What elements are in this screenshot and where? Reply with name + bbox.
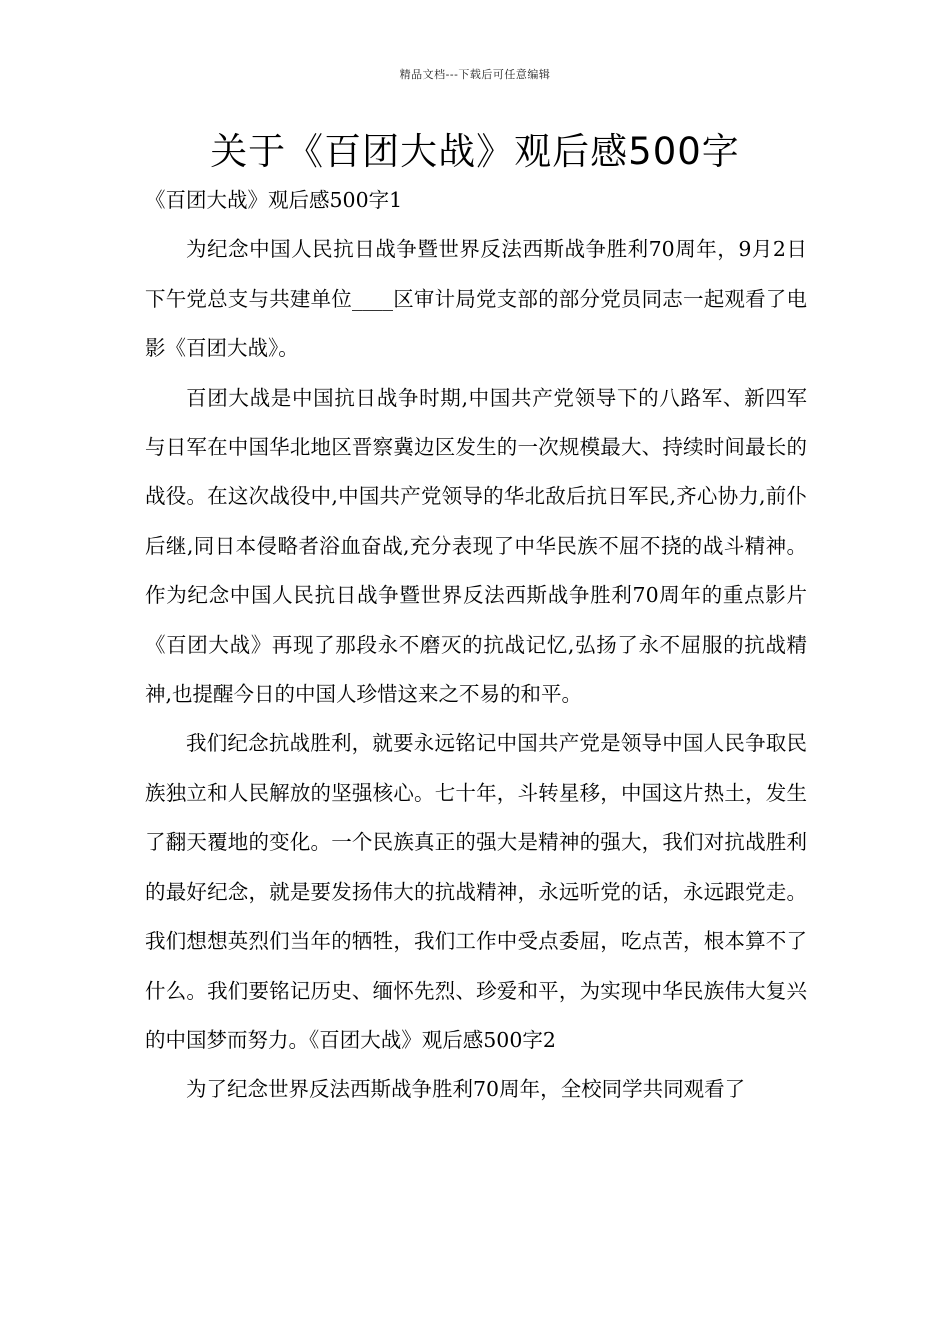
paragraph-3: 我们纪念抗战胜利，就要永远铭记中国共产党是领导中国人民争取民族独立和人民解放的坚强核心。七十年，斗转星移，中国这片热土，发生了翻天覆地的变化。一个民族真正的强大是精神的强大，我们对抗战胜利的最好纪念，就是要发扬伟大的抗战精神，永远听党的话，永远跟党走。我们想想英烈们当年的牺牲，我们工作中受点委屈，吃点苦，根本算不了什么。我们要铭记历史、缅怀先烈、珍爱和平，为实现中华民族伟大复兴的中国梦而努力。《百团大战》观后感500字2 bbox=[145, 731, 807, 1052]
section-subheading: 《百团大战》观后感500字1 bbox=[145, 188, 403, 212]
paragraph-4: 为了纪念世界反法西斯战争胜利70周年，全校同学共同观看了 bbox=[186, 1077, 746, 1102]
paragraph-1: 为纪念中国人民抗日战争暨世界反法西斯战争胜利70周年，9月2日下午党总支与共建单位____区审计局党支部的部分党员同志一起观看了电影《百团大战》。 bbox=[145, 237, 807, 361]
paragraph-2: 百团大战是中国抗日战争时期,中国共产党领导下的八路军、新四军与日军在中国华北地区晋察冀边区发生的一次规模最大、持续时间最长的战役。在这次战役中,中国共产党领导的华北敌后抗日军民,齐心协力,前仆后继,同日本侵略者浴血奋战,充分表现了中华民族不屈不挠的战斗精神。作为纪念中国人民抗日战争暨世界反法西斯战争胜利70周年的重点影片《百团大战》再现了那段永不磨灭的抗战记忆,弘扬了永不屈服的抗战精神,也提醒今日的中国人珍惜这来之不易的和平。 bbox=[145, 385, 807, 707]
document-body bbox=[145, 176, 807, 1115]
header-note: 精品文档---下载后可任意编辑 bbox=[399, 68, 551, 81]
document-title: 关于《百团大战》观后感500字 bbox=[210, 130, 740, 173]
